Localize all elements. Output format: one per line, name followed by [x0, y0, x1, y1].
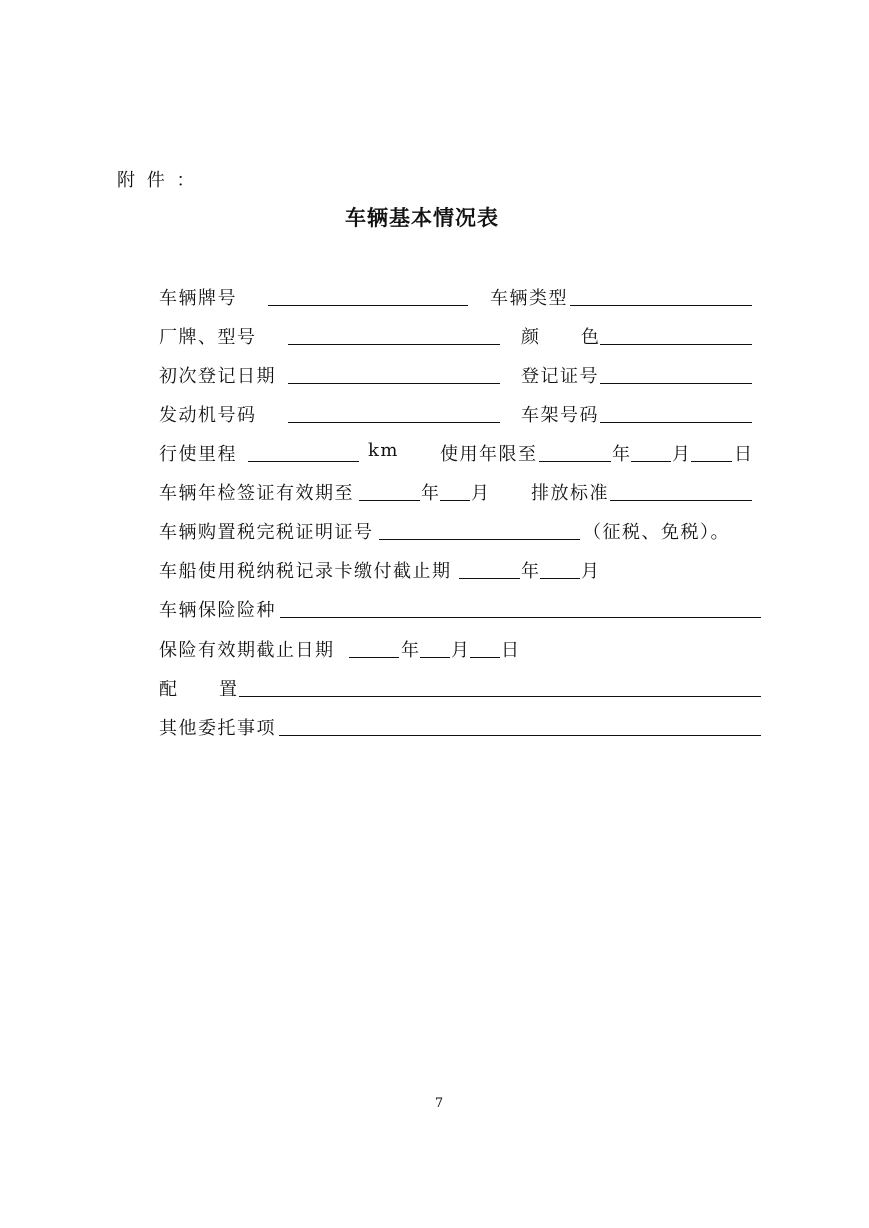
use-limit-label: 使用年限至 — [440, 444, 538, 465]
form-row-engine — [159, 401, 769, 425]
color-label-part1: 颜 — [521, 327, 541, 348]
insurance-valid-year-unit: 年 — [401, 640, 421, 661]
vessel-tax-month-field[interactable] — [540, 578, 580, 579]
form-row-insurance-type — [159, 596, 769, 620]
vessel-tax-month-unit: 月 — [581, 561, 601, 582]
use-limit-year-unit: 年 — [612, 444, 632, 465]
color-label-part2: 色 — [581, 327, 601, 348]
inspection-month-field[interactable] — [440, 500, 470, 501]
vessel-tax-year-field[interactable] — [459, 578, 520, 579]
frame-field[interactable] — [600, 422, 752, 423]
form-row-registration — [159, 362, 769, 386]
purchase-tax-suffix: （征税、免税）。 — [583, 522, 730, 543]
form-row-config — [159, 675, 769, 699]
first-reg-field[interactable] — [288, 383, 500, 384]
insurance-valid-year-field[interactable] — [349, 657, 399, 658]
inspection-label: 车辆年检签证有效期至 — [159, 483, 354, 504]
form-row-brand — [159, 323, 769, 347]
use-limit-month-field[interactable] — [631, 461, 671, 462]
use-limit-day-field[interactable] — [691, 461, 732, 462]
mileage-field[interactable] — [248, 461, 359, 462]
km-unit: km — [368, 440, 399, 461]
insurance-valid-month-unit: 月 — [451, 640, 471, 661]
plate-label: 车辆牌号 — [159, 288, 237, 309]
mileage-label: 行使里程 — [159, 444, 237, 465]
reg-cert-label: 登记证号 — [521, 366, 599, 387]
form-row-insurance-valid — [159, 636, 769, 660]
other-label: 其他委托事项 — [159, 718, 276, 739]
attachment-label: 附 件 ： — [117, 170, 198, 191]
plate-field[interactable] — [268, 305, 468, 306]
form-row-plate — [159, 284, 769, 308]
brand-label: 厂牌、型号 — [159, 327, 257, 348]
use-limit-month-unit: 月 — [672, 444, 692, 465]
inspection-year-unit: 年 — [421, 483, 441, 504]
color-field[interactable] — [600, 344, 752, 345]
vessel-tax-year-unit: 年 — [521, 561, 541, 582]
emission-field[interactable] — [610, 500, 752, 501]
page-number: 7 — [434, 1096, 444, 1111]
form-row-mileage — [159, 440, 769, 464]
use-limit-day-unit: 日 — [734, 444, 754, 465]
form-row-inspection — [159, 479, 769, 503]
inspection-year-field[interactable] — [359, 500, 420, 501]
insurance-valid-label: 保险有效期截止日期 — [159, 640, 335, 661]
frame-label: 车架号码 — [521, 405, 599, 426]
config-label-part1: 配 — [159, 679, 179, 700]
purchase-tax-field[interactable] — [379, 539, 580, 540]
purchase-tax-label: 车辆购置税完税证明证号 — [159, 522, 374, 543]
brand-field[interactable] — [288, 344, 500, 345]
type-label: 车辆类型 — [490, 288, 568, 309]
form-row-purchase-tax — [159, 518, 769, 542]
page-title: 车辆基本情况表 — [345, 205, 499, 230]
insurance-valid-month-field[interactable] — [420, 657, 450, 658]
reg-cert-field[interactable] — [600, 383, 752, 384]
form-row-other — [159, 714, 769, 738]
config-label-part2: 置 — [219, 679, 239, 700]
engine-field[interactable] — [288, 422, 500, 423]
inspection-month-unit: 月 — [471, 483, 491, 504]
insurance-valid-day-field[interactable] — [470, 657, 500, 658]
type-field[interactable] — [570, 305, 752, 306]
other-field[interactable] — [279, 735, 761, 736]
config-field[interactable] — [239, 696, 761, 697]
vessel-tax-label: 车船使用税纳税记录卡缴付截止期 — [159, 561, 452, 582]
engine-label: 发动机号码 — [159, 405, 257, 426]
insurance-type-label: 车辆保险险种 — [159, 600, 276, 621]
first-reg-label: 初次登记日期 — [159, 366, 276, 387]
insurance-valid-day-unit: 日 — [501, 640, 521, 661]
emission-label: 排放标准 — [531, 483, 609, 504]
use-limit-year-field[interactable] — [539, 461, 611, 462]
form-row-vessel-tax — [159, 557, 769, 581]
insurance-type-field[interactable] — [280, 617, 761, 618]
